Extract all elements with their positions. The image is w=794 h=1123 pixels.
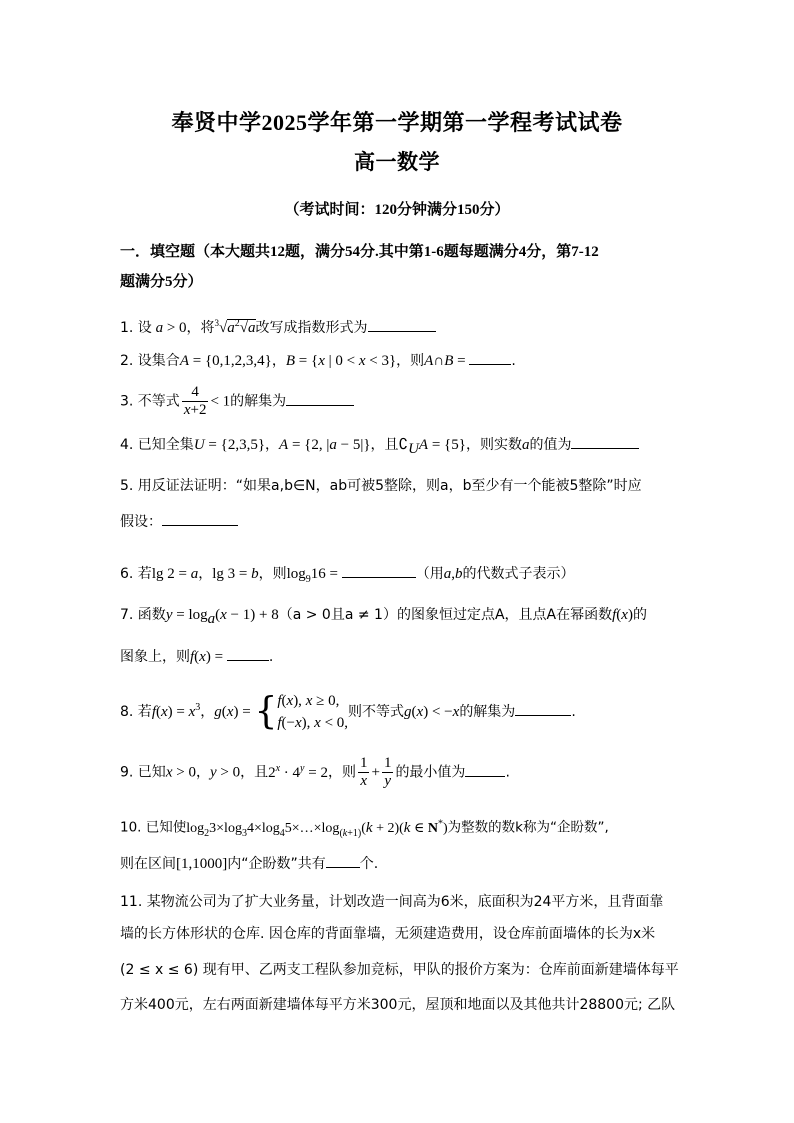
q4-text: 4. 已知全集 (120, 437, 194, 453)
q2-text: ，则 (396, 353, 425, 369)
q3-text: 3. 不等式 (120, 393, 180, 410)
question-2: 2. 设集合A = {0,1,2,3,4}，B = {x | 0 < x < 3}，则A∩B = . (120, 350, 680, 371)
question-11-line2: 墙的长方体形状的仓库. 因仓库的背面靠墙，无须建造费用，设仓库前面墙体的长为x米 (120, 926, 656, 942)
question-8: 8. 若$f(x) = x^3$，g(x) = { f(x), x ≥ 0, f(−x), x < 0, 则不等式g(x) < −x的解集为 . (120, 689, 576, 733)
q10-text: 10. 已知使 (120, 819, 187, 836)
answer-blank (326, 853, 360, 868)
q9-text: 的最小值为 (395, 764, 466, 781)
q6-text: 的代数式子表示） (462, 566, 575, 582)
q6-text: ， (198, 566, 213, 582)
q9-text: ， (195, 764, 210, 781)
q9-text: ，且 (240, 764, 269, 781)
section-heading-line2: 题满分5分） (120, 274, 203, 290)
exam-info: （考试时间：120分钟满分150分） (284, 202, 510, 218)
question-3: 3. 不等式 $\frac{4}{x+2}$ < 1的解集为 (120, 384, 680, 420)
q7-text: （a > 0且a ≠ 1）的图象恒过定点A，且点A在幂函数 (278, 607, 613, 623)
q2-text: ， (271, 353, 286, 369)
question-4: 4. 已知全集U = {2,3,5}，A = {2, |a − 5|}，且$∁_UA = \{5\}$，则实数a的值为 (120, 434, 680, 461)
q2-text: . (511, 353, 516, 369)
question-5-line2 (120, 511, 680, 532)
question-11-line1: 11. 某物流公司为了扩大业务量，计划改造一间高为6米，底面积为24平方米，且背面靠 (120, 894, 664, 910)
q10-text: 个. (359, 856, 379, 872)
question-11-line3: (2 ≤ x ≤ 6) 现有甲、乙两支工程队参加竞标，甲队的报价方案为：仓库前面新建墙体每平 (120, 962, 679, 978)
question-6: 6. 若lg 2 = a，lg 3 = b，则$\log_916$ = （用a,b的代数式子表示） (120, 563, 680, 590)
q9-text: ，则 (327, 764, 356, 781)
question-10-line1: 10. 已知使$\log_23\times\log_34\times\log_45\times\dots\times\log_{(k+1)}(k + 2)(k$ ∈ N*)为整数的数k称为“企盼数”, (120, 818, 609, 839)
q10-text: 内“企盼数”共有 (227, 856, 326, 872)
q8-text: 则不等式 (348, 704, 405, 720)
answer-blank (162, 511, 238, 526)
exam-title: 奉贤中学2025学年第一学期第一学程考试试卷 (171, 110, 623, 135)
question-7-line1: 7. 函数$y = \log_a(x - 1) + 8(a > 0$且a ≠ 1）的图象恒过定点A，且点A在幂函数f(x)的 (120, 607, 647, 627)
subject-title: 高一数学 (354, 150, 440, 174)
question-11-line4: 方米400元，左右两面新建墙体每平方米300元，屋顶和地面以及其他共计28800元; 乙队 (120, 997, 676, 1013)
q9-text: . (505, 764, 510, 781)
q8-text: 8. 若 (120, 704, 152, 720)
q4-text: 的值为 (529, 437, 572, 453)
q1-text: 改写成指数形式为 (255, 320, 368, 336)
answer-blank (342, 563, 416, 578)
q10-text: 则在区间 (120, 856, 176, 872)
q2-text: 2. 设集合 (120, 353, 180, 369)
q8-text: ， (200, 704, 215, 720)
answer-blank (286, 391, 354, 406)
q7-text: 图象上，则 (120, 649, 190, 665)
q7-text: 的 (632, 607, 647, 623)
q8-text: 的解集为 (459, 704, 516, 720)
answer-blank (469, 350, 511, 365)
question-1: 1. 设 a > 0，将$^3√a^2√a$改写成指数形式为 (120, 313, 680, 338)
q8-text: . (571, 704, 576, 720)
section-heading-line1: 一．填空题（本大题共12题，满分54分.其中第1-6题每题满分4分，第7-12 (120, 244, 599, 260)
q7-text: 7. 函数 (120, 607, 166, 623)
question-9: 9. 已知x > 0，y > 0，且$2^x \cdot 4^y = 2$，则 $\frac{1}{x}$ + $\frac{1}{y}$ 的最小值为 . (120, 755, 510, 789)
q9-text: 9. 已知 (120, 764, 166, 781)
q10-text: 为整数的数k称为“企盼数”, (447, 819, 609, 836)
answer-blank (227, 646, 269, 661)
answer-blank (465, 762, 505, 777)
answer-blank (571, 434, 639, 449)
q4-text: ，则实数 (465, 437, 522, 453)
q5-text: 假设： (120, 514, 162, 530)
q6-text: 6. 若 (120, 566, 152, 582)
answer-blank (515, 701, 571, 716)
question-7-line2: 图象上，则f(x) = . (120, 646, 680, 667)
question-10-line2: 则在区间[1,1000]内“企盼数”共有 个. (120, 853, 680, 874)
q1-text: ，将 (186, 320, 215, 336)
q4-text: ，且 (370, 437, 399, 453)
q6-text: ，则 (258, 566, 287, 582)
question-5-line1: 5. 用反证法证明：“如果a,b∈N，ab可被5整除，则a，b至少有一个能被5整除”时应 (120, 478, 642, 494)
q7-text: . (268, 649, 274, 665)
q3-text: 的解集为 (230, 393, 287, 410)
q4-text: ， (265, 437, 280, 453)
q6-text: （用 (415, 566, 444, 582)
q1-text: 1. 设 (120, 320, 152, 336)
answer-blank (368, 317, 436, 332)
